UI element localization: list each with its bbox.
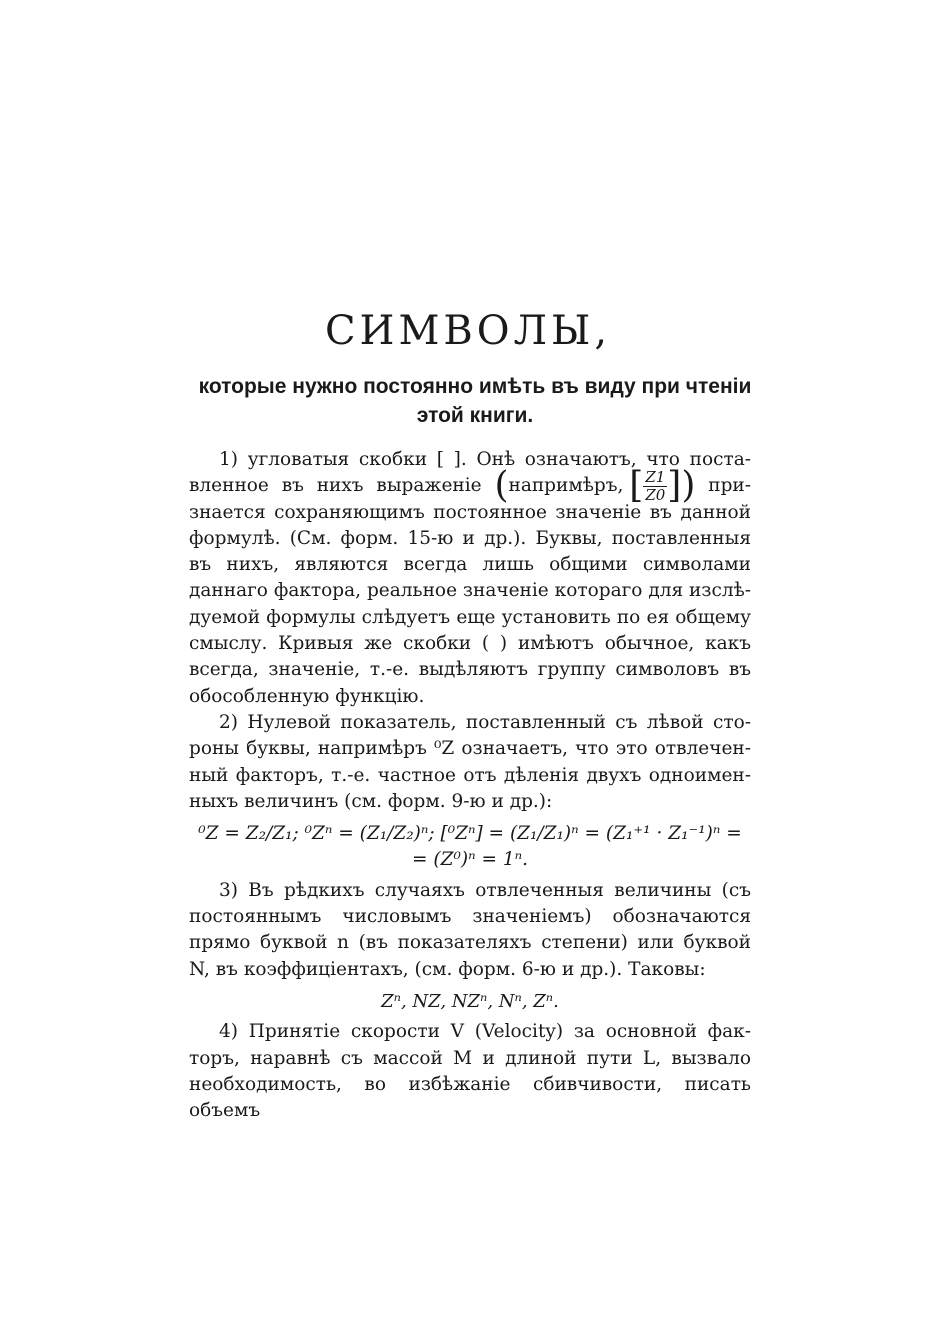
paragraph-1-part-a: 1) угловатыя скобки [ ]. Онѣ означаютъ, что поста-вленное въ нихъ выраженіе [189, 449, 751, 497]
paragraph-4 [189, 1019, 751, 1124]
paragraph-1 [189, 447, 751, 710]
page-title: СИМВОЛЫ, [324, 308, 612, 354]
example-word: напримѣръ, [508, 475, 624, 497]
paragraph-2-text: 2) Нулевой показатель, поставленный съ лѣвой сто-роны буквы, напримѣръ ⁰Z означаетъ, что это отвлечен-ный факторъ, т.-е. частное отъ дѣленія двухъ одноимен-ныхъ величинъ (см. форм. 9-ю и др.): [189, 711, 751, 812]
formula-2 [189, 989, 751, 1015]
formula-1 [189, 821, 751, 874]
body-text [189, 447, 751, 1124]
paragraph-4-text: 4) Принятіе скорости V (Velocity) за основной фак-торъ, наравнѣ съ массой M и длиной пути L, вызвало необходимость, во избѣжаніе сбивчивости, писать объемъ [189, 1021, 751, 1122]
paragraph-2 [189, 710, 751, 815]
example-fraction [643, 469, 667, 504]
example-numerator: Z1 [645, 467, 666, 486]
paragraph-3-text: 3) Въ рѣдкихъ случаяхъ отвлеченныя величины (съ постояннымъ числовымъ значеніемъ) обозначаются прямо буквой n (въ показателяхъ степени) или буквой N, въ коэффиціентахъ, (см. форм. 6-ю и др.). Таковы: [189, 879, 751, 980]
formula-2-line: Zⁿ, NZ, NZⁿ, Nⁿ, Zⁿ. [381, 990, 559, 1012]
formula-1-line-2: = (Z⁰)ⁿ = 1ⁿ. [412, 849, 528, 871]
subtitle-line-2: этой книги. [416, 404, 534, 427]
bracket-example: ( напримѣръ, [ $\frac{Z1}{Z0}$ ]) [494, 465, 696, 507]
formula-1-line-1: ⁰Z = Z₂/Z₁; ⁰Zⁿ = (Z₁/Z₂)ⁿ; [⁰Zⁿ] = (Z₁/Z₁)ⁿ = (Z₁⁺¹ · Z₁⁻¹)ⁿ = [198, 823, 742, 845]
paragraph-3 [189, 878, 751, 983]
example-denominator: Z0 [645, 485, 666, 504]
paragraph-1-part-b: при-знается сохраняющимъ постоянное значеніе въ данной формулѣ. (См. форм. 15-ю и др.). Буквы, поставленныя въ нихъ, являются всегда лишь общими символами даннаго фактора, реальное значеніе котораго для изслѣ-дуемой формулы слѣдуетъ еще установить по ея общему смыслу. Кривыя же скобки ( ) имѣютъ обычное, какъ всегда, значеніе, т.-е. выдѣляютъ группу символовъ въ обособленную функцію. [189, 475, 751, 707]
subtitle-line-1: которые нужно постоянно имѣть въ виду при чтеніи [198, 375, 752, 398]
page-subtitle [150, 372, 800, 430]
